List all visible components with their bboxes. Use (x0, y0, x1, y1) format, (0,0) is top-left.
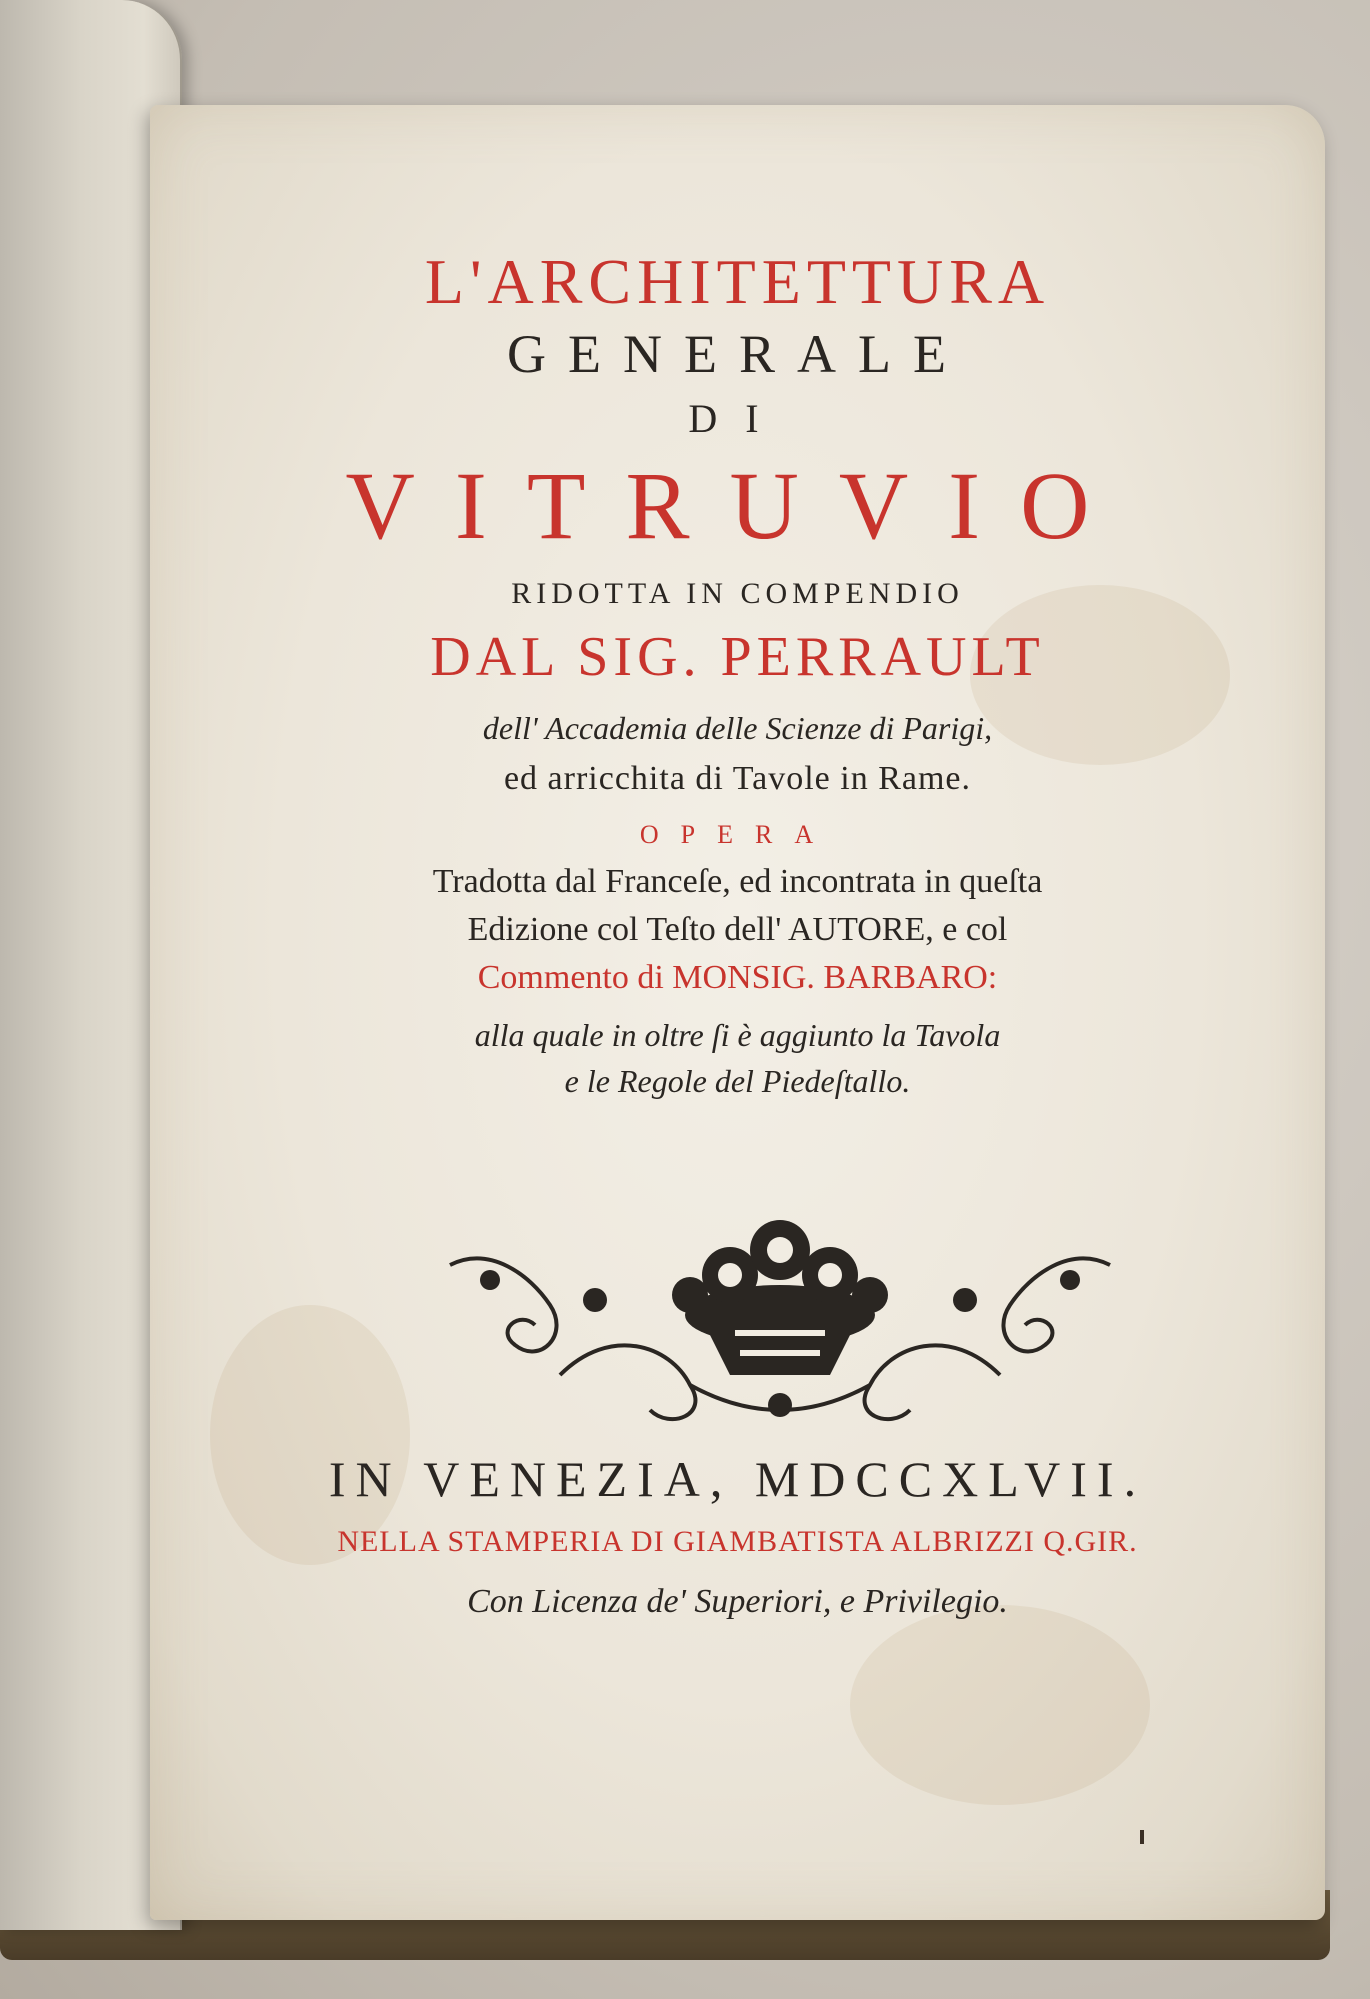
author-perrault: DAL SIG. PERRAULT (430, 626, 1045, 688)
title-page (150, 105, 1325, 1920)
addition-line: alla quale in oltre ſi è aggiunto la Tavola (474, 1017, 1001, 1053)
title-line-generale: GENERALE (507, 324, 968, 384)
title-line-di: DI (688, 396, 787, 441)
title-line-vitruvio: VITRUVIO (345, 452, 1130, 559)
signature-mark (1140, 1830, 1144, 1844)
tavole-line: ed arricchita di Tavole in Rame. (503, 760, 972, 797)
fruit-basket-ornament (430, 1205, 1130, 1435)
foxing-stain (850, 1605, 1150, 1805)
opera-label: OPERA (639, 820, 836, 849)
printer-line: NELLA STAMPERIA DI GIAMBATISTA ALBRIZZI Q.GIR. (337, 1525, 1138, 1558)
piedestallo-line: e le Regole del Piedeſtallo. (564, 1063, 911, 1099)
edition-line: Edizione col Teſto dell' AUTORE, e col (467, 911, 1008, 948)
translation-line: Tradotta dal Franceſe, ed incontrata in queſta (432, 863, 1043, 900)
license-line: Con Licenza de' Superiori, e Privilegio. (467, 1583, 1008, 1620)
commentary-line: Commento di MONSIG. BARBARO: (477, 959, 998, 996)
subtitle-ridotta: RIDOTTA IN COMPENDIO (511, 577, 964, 610)
imprint-venezia: IN VENEZIA, MDCCXLVII. (328, 1451, 1147, 1507)
title-line-architettura: L'ARCHITETTURA (424, 246, 1051, 317)
academy-line: dell' Accademia delle Scienze di Parigi, (482, 710, 993, 746)
